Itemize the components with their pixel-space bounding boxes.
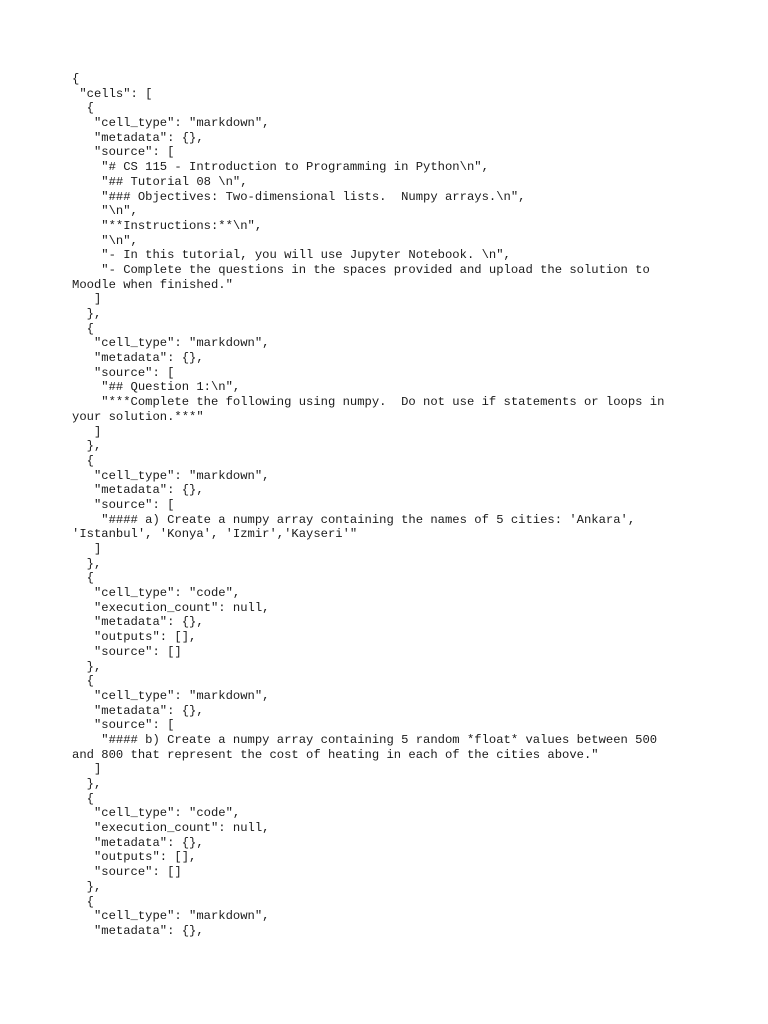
code-line: "## Question 1:\n", [72,380,241,395]
code-line: ] [72,542,102,556]
code-line: "metadata": {}, [72,615,204,630]
code-line: }, [72,307,102,321]
code-line: "cell_type": "markdown", [72,909,270,924]
code-line: }, [72,879,102,894]
code-line: "cell_type": "markdown", [72,688,270,703]
code-line: ] [72,292,102,307]
code-line: "source": [] [72,865,182,880]
code-line: "metadata": {}, [72,483,204,498]
code-line: "***Complete the following using numpy. Do not use if statements or loops in [72,395,665,410]
code-line: "cell_type": "markdown", [72,116,270,131]
code-line: { [72,674,94,689]
code-line: 'Istanbul', 'Konya', 'Izmir','Kayseri'" [72,527,358,542]
code-line: "execution_count": null, [72,821,270,836]
code-line: }, [72,659,102,674]
notebook-json-text [72,72,712,939]
code-line: { [72,894,94,909]
code-line: "### Objectives: Two-dimensional lists. Numpy arrays.\n", [72,189,526,204]
code-line: "source": [ [72,365,175,380]
code-line: "metadata": {}, [72,703,204,718]
code-line: { [72,571,94,586]
code-line: { [72,72,80,86]
code-line: "execution_count": null, [72,600,270,615]
code-line: "#### a) Create a numpy array containing the names of 5 cities: 'Ankara', [72,512,636,527]
code-line: "cell_type": "code", [72,806,241,821]
code-line: and 800 that represent the cost of heating in each of the cities above." [72,747,599,762]
code-line: "- Complete the questions in the spaces provided and upload the solution to [72,262,650,277]
code-line: }, [72,556,102,571]
code-line: "- In this tutorial, you will use Jupyter Notebook. \n", [72,248,511,263]
code-line: }, [72,777,102,791]
code-line: }, [72,439,102,454]
code-line: "#### b) Create a numpy array containing 5 random *float* values between 500 [72,732,658,747]
code-line: ] [72,762,102,777]
code-line: { [72,453,94,468]
code-line: "source": [ [72,718,175,733]
code-line: ] [72,424,102,439]
code-line: your solution.***" [72,409,204,424]
code-line: "metadata": {}, [72,923,204,938]
code-line: { [72,791,94,806]
code-line: "## Tutorial 08 \n", [72,174,248,189]
code-line: "metadata": {}, [72,130,204,145]
code-line: { [72,101,94,116]
code-line: "metadata": {}, [72,351,204,366]
code-line: { [72,321,94,336]
code-line: "cell_type": "markdown", [72,336,270,351]
code-line: "cell_type": "markdown", [72,468,270,483]
code-line: "\n", [72,204,138,219]
code-line: "outputs": [], [72,630,197,645]
code-line: "cell_type": "code", [72,586,241,601]
code-line: "**Instructions:**\n", [72,218,263,233]
code-line: "metadata": {}, [72,835,204,850]
code-line: "source": [ [72,497,175,512]
code-line: "# CS 115 - Introduction to Programming in Python\n", [72,160,489,175]
code-line: "\n", [72,233,138,248]
code-line: Moodle when finished." [72,277,233,292]
code-line: "outputs": [], [72,850,197,865]
code-line: "source": [] [72,644,182,659]
code-line: "source": [ [72,145,175,160]
code-line: "cells": [ [72,86,153,101]
